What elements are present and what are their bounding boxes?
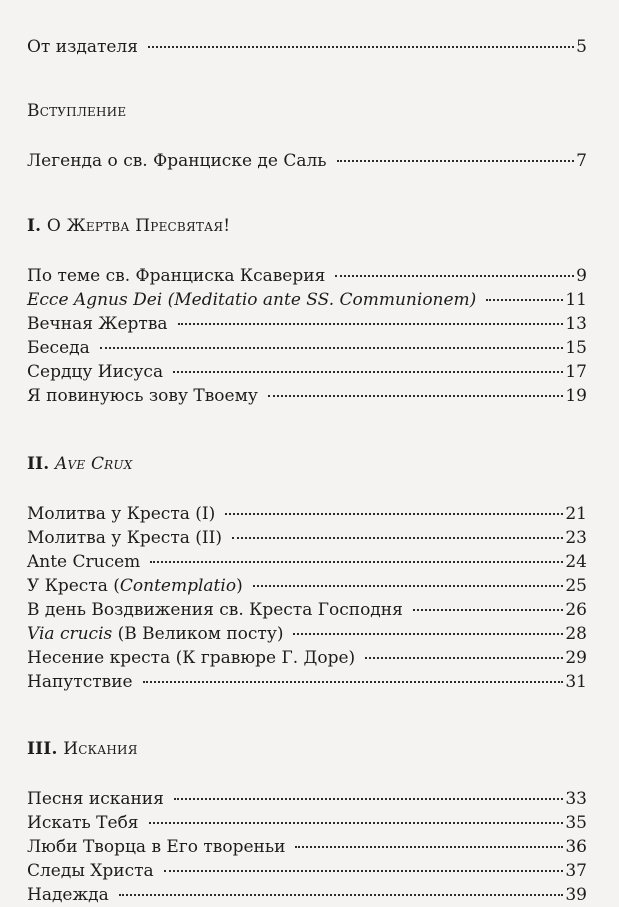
toc-leader-dots xyxy=(268,395,564,397)
toc-leader-dots xyxy=(225,513,563,515)
toc-leader-dots xyxy=(413,609,564,611)
toc-leader-dots xyxy=(253,585,564,587)
toc-entry-page: 35 xyxy=(565,813,587,833)
toc-entry[interactable] xyxy=(27,787,587,811)
toc-entry-page: 28 xyxy=(565,624,587,644)
toc-intro-items xyxy=(27,149,587,173)
toc-entry[interactable] xyxy=(27,574,587,598)
toc-entry-title: Искать Тебя xyxy=(27,813,139,833)
toc-entry-page: 17 xyxy=(565,362,587,382)
toc-entry[interactable] xyxy=(27,598,587,622)
toc-entry-title: Несение креста (К гравюре Г. Доре) xyxy=(27,648,356,668)
section-heading-title: Искания xyxy=(63,739,138,759)
toc-leader-dots xyxy=(365,657,563,659)
toc-entry-title-part: ) xyxy=(236,576,243,596)
toc-entry-title: Беседа xyxy=(27,338,90,358)
toc-entry-page: 29 xyxy=(565,648,587,668)
toc-leader-dots xyxy=(149,822,564,824)
toc-section3-heading xyxy=(27,737,587,761)
toc-leader-dots xyxy=(173,371,563,373)
section-number: II. xyxy=(27,454,50,474)
toc-entry-title-italic: Contemplatio xyxy=(119,576,237,596)
toc-entry[interactable] xyxy=(27,526,587,550)
toc-entry-page: 19 xyxy=(565,386,587,406)
toc-entry-title: Сердцу Иисуса xyxy=(27,362,164,382)
toc-section2-heading xyxy=(27,452,587,476)
toc-entry-title: Напутствие xyxy=(27,672,133,692)
toc-entry[interactable] xyxy=(27,35,587,59)
toc-entry[interactable] xyxy=(27,502,587,526)
toc-entry-page: 21 xyxy=(565,504,587,524)
toc-entry-title: По теме св. Франциска Ксаверия xyxy=(27,266,326,286)
toc-section1-heading xyxy=(27,214,587,238)
table-of-contents xyxy=(27,0,587,905)
section-heading xyxy=(27,99,587,123)
toc-entry-page: 24 xyxy=(565,552,587,572)
toc-entry-title: Люби Творца в Его твореньи xyxy=(27,837,286,857)
section-heading-title: Ave Crux xyxy=(55,454,133,474)
toc-entry[interactable] xyxy=(27,883,587,907)
section-number: III. xyxy=(27,739,58,759)
section-number: I. xyxy=(27,216,42,236)
toc-leader-dots xyxy=(178,323,564,325)
toc-entry-title: Молитва у Креста (II) xyxy=(27,528,222,548)
toc-entry-title: Я повинуюсь зову Твоему xyxy=(27,386,258,406)
toc-intro-heading xyxy=(27,99,587,123)
toc-entry-page: 36 xyxy=(565,837,587,857)
toc-entry[interactable] xyxy=(27,550,587,574)
toc-entry-page: 23 xyxy=(565,528,587,548)
toc-entry-page: 33 xyxy=(565,789,587,809)
toc-leader-dots xyxy=(150,561,563,563)
toc-entry-page: 31 xyxy=(565,672,587,692)
toc-entry-page: 25 xyxy=(565,576,587,596)
toc-entry-page: 9 xyxy=(576,266,587,286)
toc-entry-page: 11 xyxy=(565,290,587,310)
toc-entry-page: 26 xyxy=(565,600,587,620)
toc-entry[interactable] xyxy=(27,646,587,670)
toc-entry-title: Песня искания xyxy=(27,789,164,809)
toc-section3-items xyxy=(27,787,587,907)
toc-leader-dots xyxy=(164,870,564,872)
toc-entry-title: Вечная Жертва xyxy=(27,314,168,334)
toc-leader-dots xyxy=(293,633,563,635)
toc-publisher xyxy=(27,35,587,59)
toc-entry-title: Ecce Agnus Dei (Meditatio ante SS. Communionem) xyxy=(27,290,477,310)
toc-entry-title: Ante Crucem xyxy=(27,552,141,572)
toc-entry[interactable] xyxy=(27,264,587,288)
toc-entry-page: 5 xyxy=(576,37,587,57)
toc-entry-title: Следы Христа xyxy=(27,861,154,881)
toc-entry-title xyxy=(27,574,243,598)
toc-entry-title-italic: Via crucis xyxy=(27,624,113,644)
section-heading xyxy=(27,737,587,761)
section-heading xyxy=(27,452,587,476)
toc-entry[interactable] xyxy=(27,149,587,173)
toc-leader-dots xyxy=(232,537,563,539)
toc-entry-page: 15 xyxy=(565,338,587,358)
toc-entry[interactable] xyxy=(27,811,587,835)
toc-entry[interactable] xyxy=(27,288,587,312)
toc-entry-title-part: У Креста ( xyxy=(27,576,120,596)
toc-leader-dots xyxy=(100,347,564,349)
toc-entry[interactable] xyxy=(27,384,587,408)
toc-leader-dots xyxy=(335,275,574,277)
toc-leader-dots xyxy=(337,160,575,162)
toc-entry-page: 13 xyxy=(565,314,587,334)
section-heading xyxy=(27,214,587,238)
toc-entry[interactable] xyxy=(27,312,587,336)
toc-entry[interactable] xyxy=(27,336,587,360)
toc-entry-title: В день Воздвижения св. Креста Господня xyxy=(27,600,403,620)
toc-entry-title xyxy=(27,622,283,646)
section-heading-title: О Жертва Пресвятая! xyxy=(46,216,231,236)
toc-entry-title: Легенда о св. Франциске де Саль xyxy=(27,151,327,171)
toc-section1-items xyxy=(27,264,587,408)
toc-section2-items xyxy=(27,502,587,694)
toc-entry-title-part: (В Великом посту) xyxy=(112,624,284,644)
toc-leader-dots xyxy=(148,46,574,48)
toc-entry-page: 37 xyxy=(565,861,587,881)
toc-entry[interactable] xyxy=(27,622,587,646)
toc-entry[interactable] xyxy=(27,859,587,883)
toc-entry[interactable] xyxy=(27,670,587,694)
toc-entry[interactable] xyxy=(27,835,587,859)
toc-entry-title: От издателя xyxy=(27,37,138,57)
toc-entry-title: Надежда xyxy=(27,885,109,905)
toc-entry-page: 39 xyxy=(565,885,587,905)
toc-leader-dots xyxy=(486,299,563,301)
toc-entry-page: 7 xyxy=(576,151,587,171)
toc-entry-title: Молитва у Креста (I) xyxy=(27,504,216,524)
toc-leader-dots xyxy=(143,681,564,683)
toc-leader-dots xyxy=(174,798,563,800)
toc-leader-dots xyxy=(119,894,564,896)
toc-entry[interactable] xyxy=(27,360,587,384)
section-heading-title: Вступление xyxy=(27,101,127,121)
toc-leader-dots xyxy=(295,846,563,848)
